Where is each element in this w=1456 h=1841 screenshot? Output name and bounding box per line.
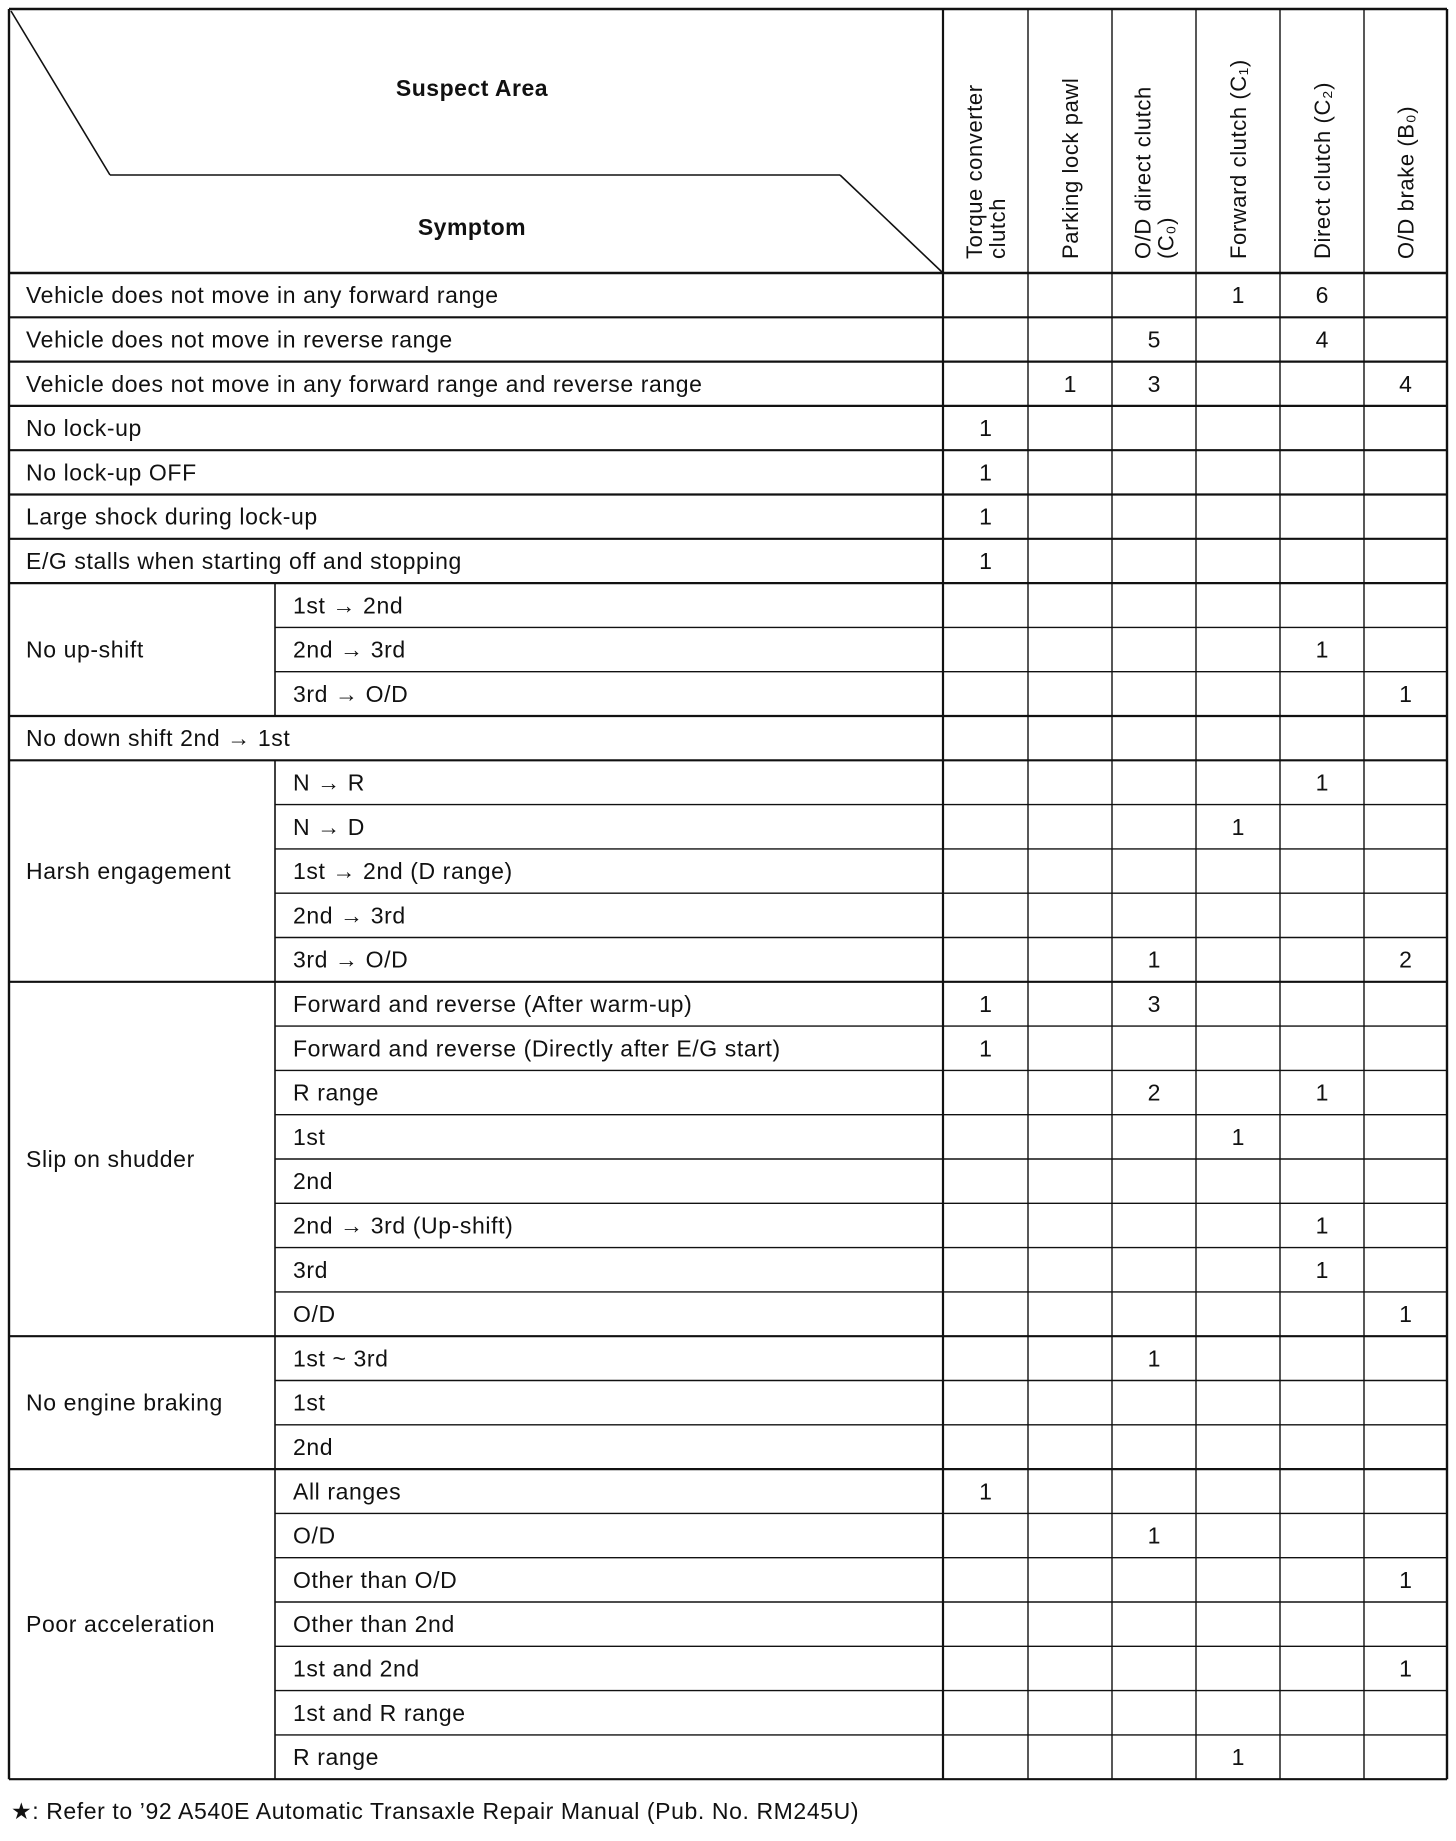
symptom-sub-label: R range	[293, 1744, 380, 1771]
cell-value: 1	[1399, 1566, 1412, 1593]
column-header-1-line-0: Parking lock pawl	[1058, 77, 1083, 259]
column-header-2-line-1: (C₀)	[1153, 216, 1179, 259]
symptom-sub-label: 2nd	[293, 1168, 334, 1195]
symptom-label: No down shift 2nd → 1st	[26, 725, 291, 752]
column-header-5-line-0: O/D brake (B₀)	[1393, 105, 1419, 259]
symptom-sub-label: R range	[293, 1079, 380, 1106]
cell-value: 1	[979, 1035, 992, 1062]
symptom-label: Vehicle does not move in any forward range	[26, 282, 499, 309]
cell-value: 1	[1399, 680, 1412, 707]
cell-value: 1	[1147, 1345, 1161, 1372]
cell-value: 1	[1315, 1079, 1329, 1106]
column-header-0-line-0: Torque converter	[962, 84, 987, 259]
cell-value: 1	[1315, 1212, 1329, 1239]
cell-value: 4	[1399, 370, 1412, 397]
symptom-sub-label: 2nd → 3rd	[293, 902, 406, 929]
symptom-sub-label: Forward and reverse (After warm-up)	[293, 990, 693, 1017]
column-header-2-line-0: O/D direct clutch	[1130, 86, 1156, 259]
symptom-group-label: No engine braking	[26, 1389, 223, 1416]
cell-value: 1	[979, 415, 992, 442]
cell-value: 1	[1231, 813, 1245, 840]
symptom-sub-label: Forward and reverse (Directly after E/G start)	[293, 1035, 781, 1062]
symptom-sub-label: 3rd → O/D	[293, 680, 409, 707]
symptom-sub-label: 1st ~ 3rd	[293, 1345, 389, 1372]
symptom-sub-label: 1st → 2nd (D range)	[293, 858, 513, 885]
symptom-sub-label: 2nd	[293, 1433, 334, 1460]
cell-value: 1	[979, 1478, 992, 1505]
cell-value: 1	[1231, 282, 1245, 309]
symptom-heading: Symptom	[417, 214, 527, 240]
symptom-sub-label: 1st and 2nd	[293, 1655, 420, 1682]
symptom-sub-label: 1st	[293, 1389, 326, 1416]
cell-value: 1	[1315, 769, 1329, 796]
cell-value: 1	[1399, 1301, 1412, 1328]
table-text	[11, 59, 1419, 1824]
cell-value: 1	[1315, 636, 1329, 663]
symptom-label: Large shock during lock-up	[26, 503, 318, 530]
cell-value: 1	[1147, 1522, 1161, 1549]
symptom-sub-label: 2nd → 3rd	[293, 636, 406, 663]
cell-value: 1	[979, 990, 992, 1017]
symptom-sub-label: Other than 2nd	[293, 1611, 455, 1638]
column-header-0-line-1: clutch	[985, 197, 1010, 259]
symptom-group-label: No up-shift	[26, 636, 144, 663]
cell-value: 3	[1147, 990, 1161, 1017]
symptom-sub-label: 3rd → O/D	[293, 946, 409, 973]
cell-value: 1	[1399, 1655, 1412, 1682]
cell-value: 1	[979, 547, 992, 574]
suspect-area-heading: Suspect Area	[395, 75, 549, 101]
symptom-sub-label: O/D	[293, 1522, 336, 1549]
symptom-sub-label: 1st and R range	[293, 1699, 466, 1726]
cell-value: 1	[1147, 946, 1161, 973]
symptom-sub-label: N → D	[293, 813, 365, 840]
symptom-sub-label: 2nd → 3rd (Up-shift)	[293, 1212, 514, 1239]
cell-value: 1	[1063, 370, 1077, 397]
cell-value: 1	[1231, 1744, 1245, 1771]
symptom-sub-label: 1st	[293, 1123, 326, 1150]
symptom-label: No lock-up	[26, 415, 142, 442]
symptom-sub-label: 1st → 2nd	[293, 592, 404, 619]
symptom-label: No lock-up OFF	[26, 459, 197, 486]
symptom-group-label: Poor acceleration	[26, 1611, 216, 1638]
cell-value: 2	[1399, 946, 1412, 973]
cell-value: 1	[979, 503, 992, 530]
cell-value: 1	[979, 459, 992, 486]
cell-value: 1	[1231, 1123, 1245, 1150]
symptom-group-label: Slip on shudder	[26, 1146, 195, 1172]
symptom-group-label: Harsh engagement	[26, 858, 232, 885]
symptom-label: E/G stalls when starting off and stopping	[26, 547, 462, 574]
header-diagonal-right	[840, 175, 943, 273]
symptom-label: Vehicle does not move in reverse range	[26, 326, 453, 353]
table-grid	[9, 9, 1447, 1779]
column-header-3-line-0: Forward clutch (C₁)	[1226, 59, 1251, 259]
cell-value: 3	[1147, 370, 1161, 397]
cell-value: 2	[1147, 1079, 1161, 1106]
cell-value: 4	[1315, 326, 1329, 353]
footnote-text: ★: Refer to ’92 A540E Automatic Transaxle Repair Manual (Pub. No. RM245U)	[11, 1798, 860, 1825]
header-diagonal-left	[11, 11, 110, 175]
symptom-sub-label: Other than O/D	[293, 1566, 458, 1593]
column-header-4-line-0: Direct clutch (C₂)	[1310, 81, 1335, 259]
symptom-sub-label: N → R	[293, 769, 365, 796]
cell-value: 6	[1315, 282, 1329, 309]
cell-value: 5	[1147, 326, 1161, 353]
symptom-label: Vehicle does not move in any forward range and reverse range	[26, 370, 703, 397]
symptom-sub-label: O/D	[293, 1301, 336, 1328]
cell-value: 1	[1315, 1256, 1329, 1283]
symptom-sub-label: All ranges	[293, 1478, 402, 1505]
symptom-sub-label: 3rd	[293, 1256, 329, 1283]
